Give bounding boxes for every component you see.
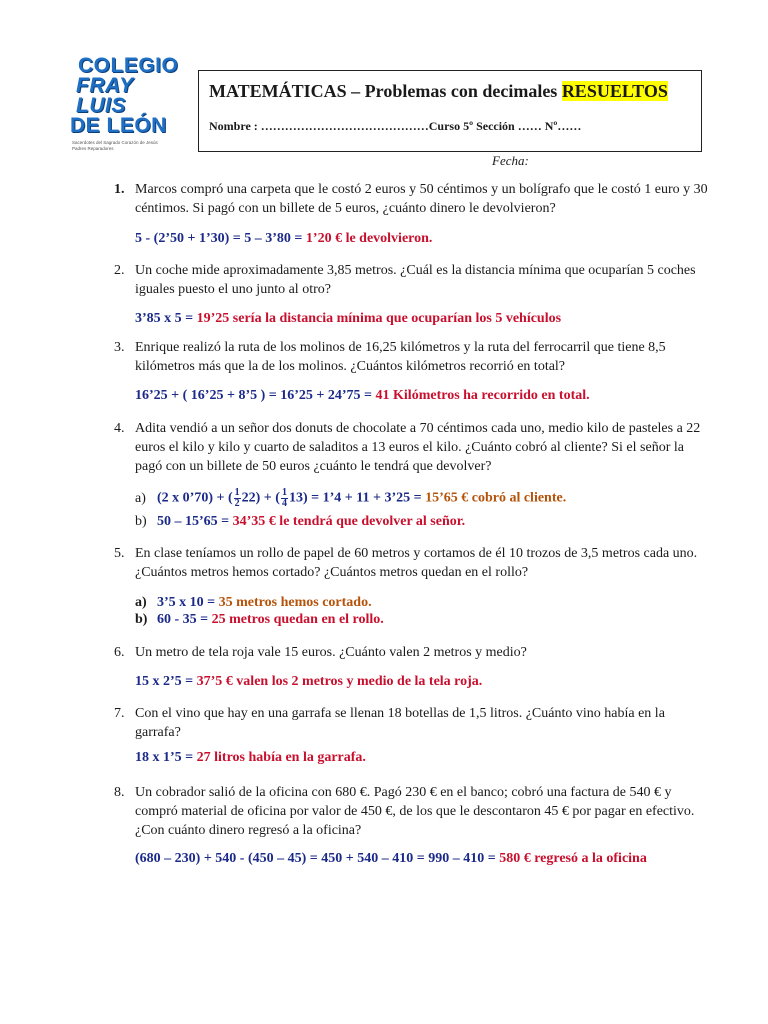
answer-label: a) <box>135 595 147 610</box>
answer-calc: 15 x 2’5 = <box>135 674 197 689</box>
problem-number: 6. <box>114 645 125 660</box>
problem-statement: Un metro de tela roja vale 15 euros. ¿Cuánto valen 2 metros y medio? <box>135 645 527 660</box>
answer-result: 19’25 sería la distancia mínima que ocuparían los 5 vehículos <box>196 311 562 326</box>
problem-number: 4. <box>114 421 125 436</box>
answer-result: 27 litros había en la garrafa. <box>196 750 366 765</box>
answer-7 <box>135 750 366 766</box>
logo-line-3: DE LEÓN <box>70 114 167 137</box>
answer-result: 41 Kilómetros ha recorrido en total. <box>375 388 590 403</box>
answer-result: 580 € regresó a la oficina <box>499 851 647 866</box>
problem-statement: Un coche mide aproximadamente 3,85 metros. ¿Cuál es la distancia mínima que ocuparían 5 coches iguales puesto el uno junto al otro? <box>135 263 696 297</box>
answer-label: b) <box>135 514 147 529</box>
problem-number: 3. <box>114 340 125 355</box>
answer-calc: 3’85 x 5 = <box>135 311 197 326</box>
answer-calc: 50 – 15’65 = <box>157 514 233 529</box>
answer-result: 34’35 € le tendrá que devolver al señor. <box>232 514 466 529</box>
answer-3 <box>135 388 590 404</box>
problem-statement: Un cobrador salió de la oficina con 680 €. Pagó 230 € en el banco; cobró una factura de 540 € y compró material de oficina por valor de 450 €, de los que le descontaron 45 € por pagar en efectivo. ¿Con cuánto dinero regresó a la oficina? <box>135 785 695 838</box>
answer-4a <box>135 488 566 509</box>
problem-6 <box>114 643 714 662</box>
problem-8 <box>114 783 714 840</box>
answer-1 <box>135 231 432 247</box>
answer-calc: 16’25 + ( 16’25 + 8’5 ) = 16’25 + 24’75 = <box>135 388 376 403</box>
answer-calc: 18 x 1’5 = <box>135 750 197 765</box>
school-logo <box>64 54 179 152</box>
fraction-one-half: $\frac{1}{2}$ <box>234 487 240 509</box>
problem-2 <box>114 261 714 299</box>
answer-calc: 60 - 35 = <box>157 612 212 627</box>
date-label: Fecha: <box>492 153 529 168</box>
answer-label: a) <box>135 490 146 506</box>
problem-number: 2. <box>114 263 125 278</box>
problem-statement: Enrique realizó la ruta de los molinos de 16,25 kilómetros y la ruta del ferrocarril que tiene 8,5 kilómetros más que la de los molinos. ¿Cuántos kilómetros recorrió en total? <box>135 340 666 374</box>
answer-calc-part-1: (2 x 0’70) + ( <box>157 490 233 506</box>
problem-7 <box>114 704 714 742</box>
problem-3 <box>114 338 714 376</box>
answer-calc: 5 - (2’50 + 1’30) = 5 – 3’80 = <box>135 231 306 246</box>
title-highlight: RESUELTOS <box>561 81 668 101</box>
problem-number: 1. <box>114 182 125 197</box>
problem-statement: En clase teníamos un rollo de papel de 60 metros y cortamos de él 10 trozos de 3,5 metros cada uno. ¿Cuántos metros hemos cortado? ¿Cuántos metros quedan en el rollo? <box>135 546 698 580</box>
logo-line-1: COLEGIO <box>78 54 179 77</box>
problem-statement: Marcos compró una carpeta que le costó 2 euros y 50 céntimos y un bolígrafo que le costó 1 euro y 30 céntimos. Si pagó con un billete de 5 euros, ¿cuánto dinero le devolvieron? <box>135 182 708 216</box>
logo-subtitle: Sacerdotes del Sagrado Corazón de Jesús Padres Reparadores <box>72 140 158 151</box>
answer-result: 35 metros hemos cortado. <box>218 595 372 610</box>
logo-line-2: FRAY LUIS <box>76 74 134 117</box>
problem-number: 5. <box>114 546 125 561</box>
answer-6 <box>135 674 482 690</box>
answer-result: 25 metros quedan en el rollo. <box>211 612 384 627</box>
problem-5 <box>114 544 714 582</box>
answer-calc-part-3: 13) = 1’4 + 11 + 3’25 = <box>288 490 426 506</box>
answer-calc: 3’5 x 10 = <box>157 595 219 610</box>
problem-4 <box>114 419 714 476</box>
answer-calc-part-2: 22) + ( <box>241 490 280 506</box>
answer-5b <box>135 612 384 628</box>
problem-number: 7. <box>114 706 125 721</box>
answer-result: 1’20 € le devolvieron. <box>305 231 433 246</box>
answer-4b <box>135 514 465 530</box>
problem-statement: Con el vino que hay en una garrafa se llenan 18 botellas de 1,5 litros. ¿Cuánto vino había en la garrafa? <box>135 706 665 740</box>
header-box <box>198 70 702 152</box>
answer-result: 15’65 € cobró al cliente. <box>425 490 567 506</box>
problem-number: 8. <box>114 785 125 800</box>
answer-result: 37’5 € valen los 2 metros y medio de la tela roja. <box>196 674 483 689</box>
answer-8 <box>135 851 647 867</box>
answer-label: b) <box>135 612 148 627</box>
name-course-line: Nombre : ……………………………………Curso 5º Sección …… Nº…… <box>209 119 582 133</box>
title-main: MATEMÁTICAS – Problemas con decimales <box>209 81 562 101</box>
page-title <box>209 81 668 102</box>
answer-5a <box>135 595 372 611</box>
problem-statement: Adita vendió a un señor dos donuts de chocolate a 70 céntimos cada uno, medio kilo de pasteles a 22 euros el kilo y kilo y cuarto de saladitos a 13 euros el kilo. ¿Cuánto cobró al cliente? Si el señor la pagó con un billete de 50 euros ¿cuánto le tendrá que devolver? <box>135 421 701 474</box>
fraction-one-quarter: $\frac{1}{4}$ <box>281 487 287 509</box>
answer-calc: (680 – 230) + 540 - (450 – 45) = 450 + 540 – 410 = 990 – 410 = <box>135 851 500 866</box>
problem-1 <box>114 180 714 218</box>
answer-2 <box>135 311 561 327</box>
